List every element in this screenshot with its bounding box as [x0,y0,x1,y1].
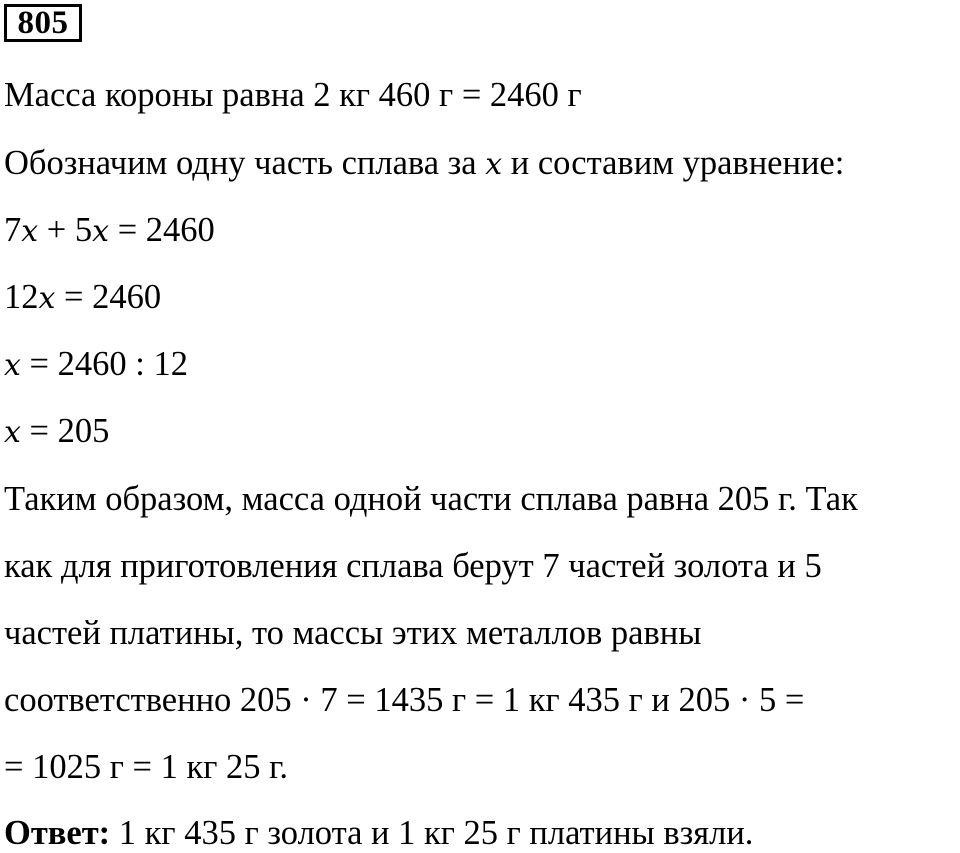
equation-1 [4,210,215,252]
paragraph-line: как для приготовления сплава берут 7 частей золота и 5 [4,547,822,585]
task-number-badge: 805 [4,4,82,42]
equation-1-result: = 2460 [109,211,215,249]
answer-label: Ответ: [4,814,111,852]
paragraph-line: = 1025 г = 1 кг 25 г. [4,748,288,786]
equation-2-result: = 2460 [55,278,162,316]
paragraph-line: Таким образом, масса одной части сплава равна 205 г. Так [4,480,858,518]
equation-4 [4,411,109,453]
equation-2 [4,277,161,319]
equation-1-coef-b: + 5 [38,211,93,249]
definition-text-before: Обозначим одну часть сплава за [4,144,486,182]
variable-x: x [485,147,503,182]
variable-x: x [21,214,39,249]
answer-line [4,813,753,853]
equation-4-rest: = 205 [20,412,110,450]
equation-3-rest: = 2460 : 12 [20,345,188,383]
variable-x: x [38,281,56,316]
equation-3 [4,344,188,386]
equation-2-coef: 12 [4,278,39,316]
variable-x: x [4,415,21,450]
paragraph-line: частей платины, то массы этих металлов равны [4,614,702,652]
equation-1-coef-a: 7 [4,211,22,249]
variable-x: x [92,214,110,249]
crown-mass-line: Масса короны равна 2 кг 460 г = 2460 г [4,76,582,114]
paragraph-line: соответственно 205 · 7 = 1435 г = 1 кг 435 г и 205 · 5 = [4,681,805,719]
definition-text-after: и составим уравнение: [502,144,845,182]
variable-x: x [4,348,21,383]
variable-definition-line [4,143,844,185]
answer-text: 1 кг 435 г золота и 1 кг 25 г платины взяли. [110,814,754,852]
